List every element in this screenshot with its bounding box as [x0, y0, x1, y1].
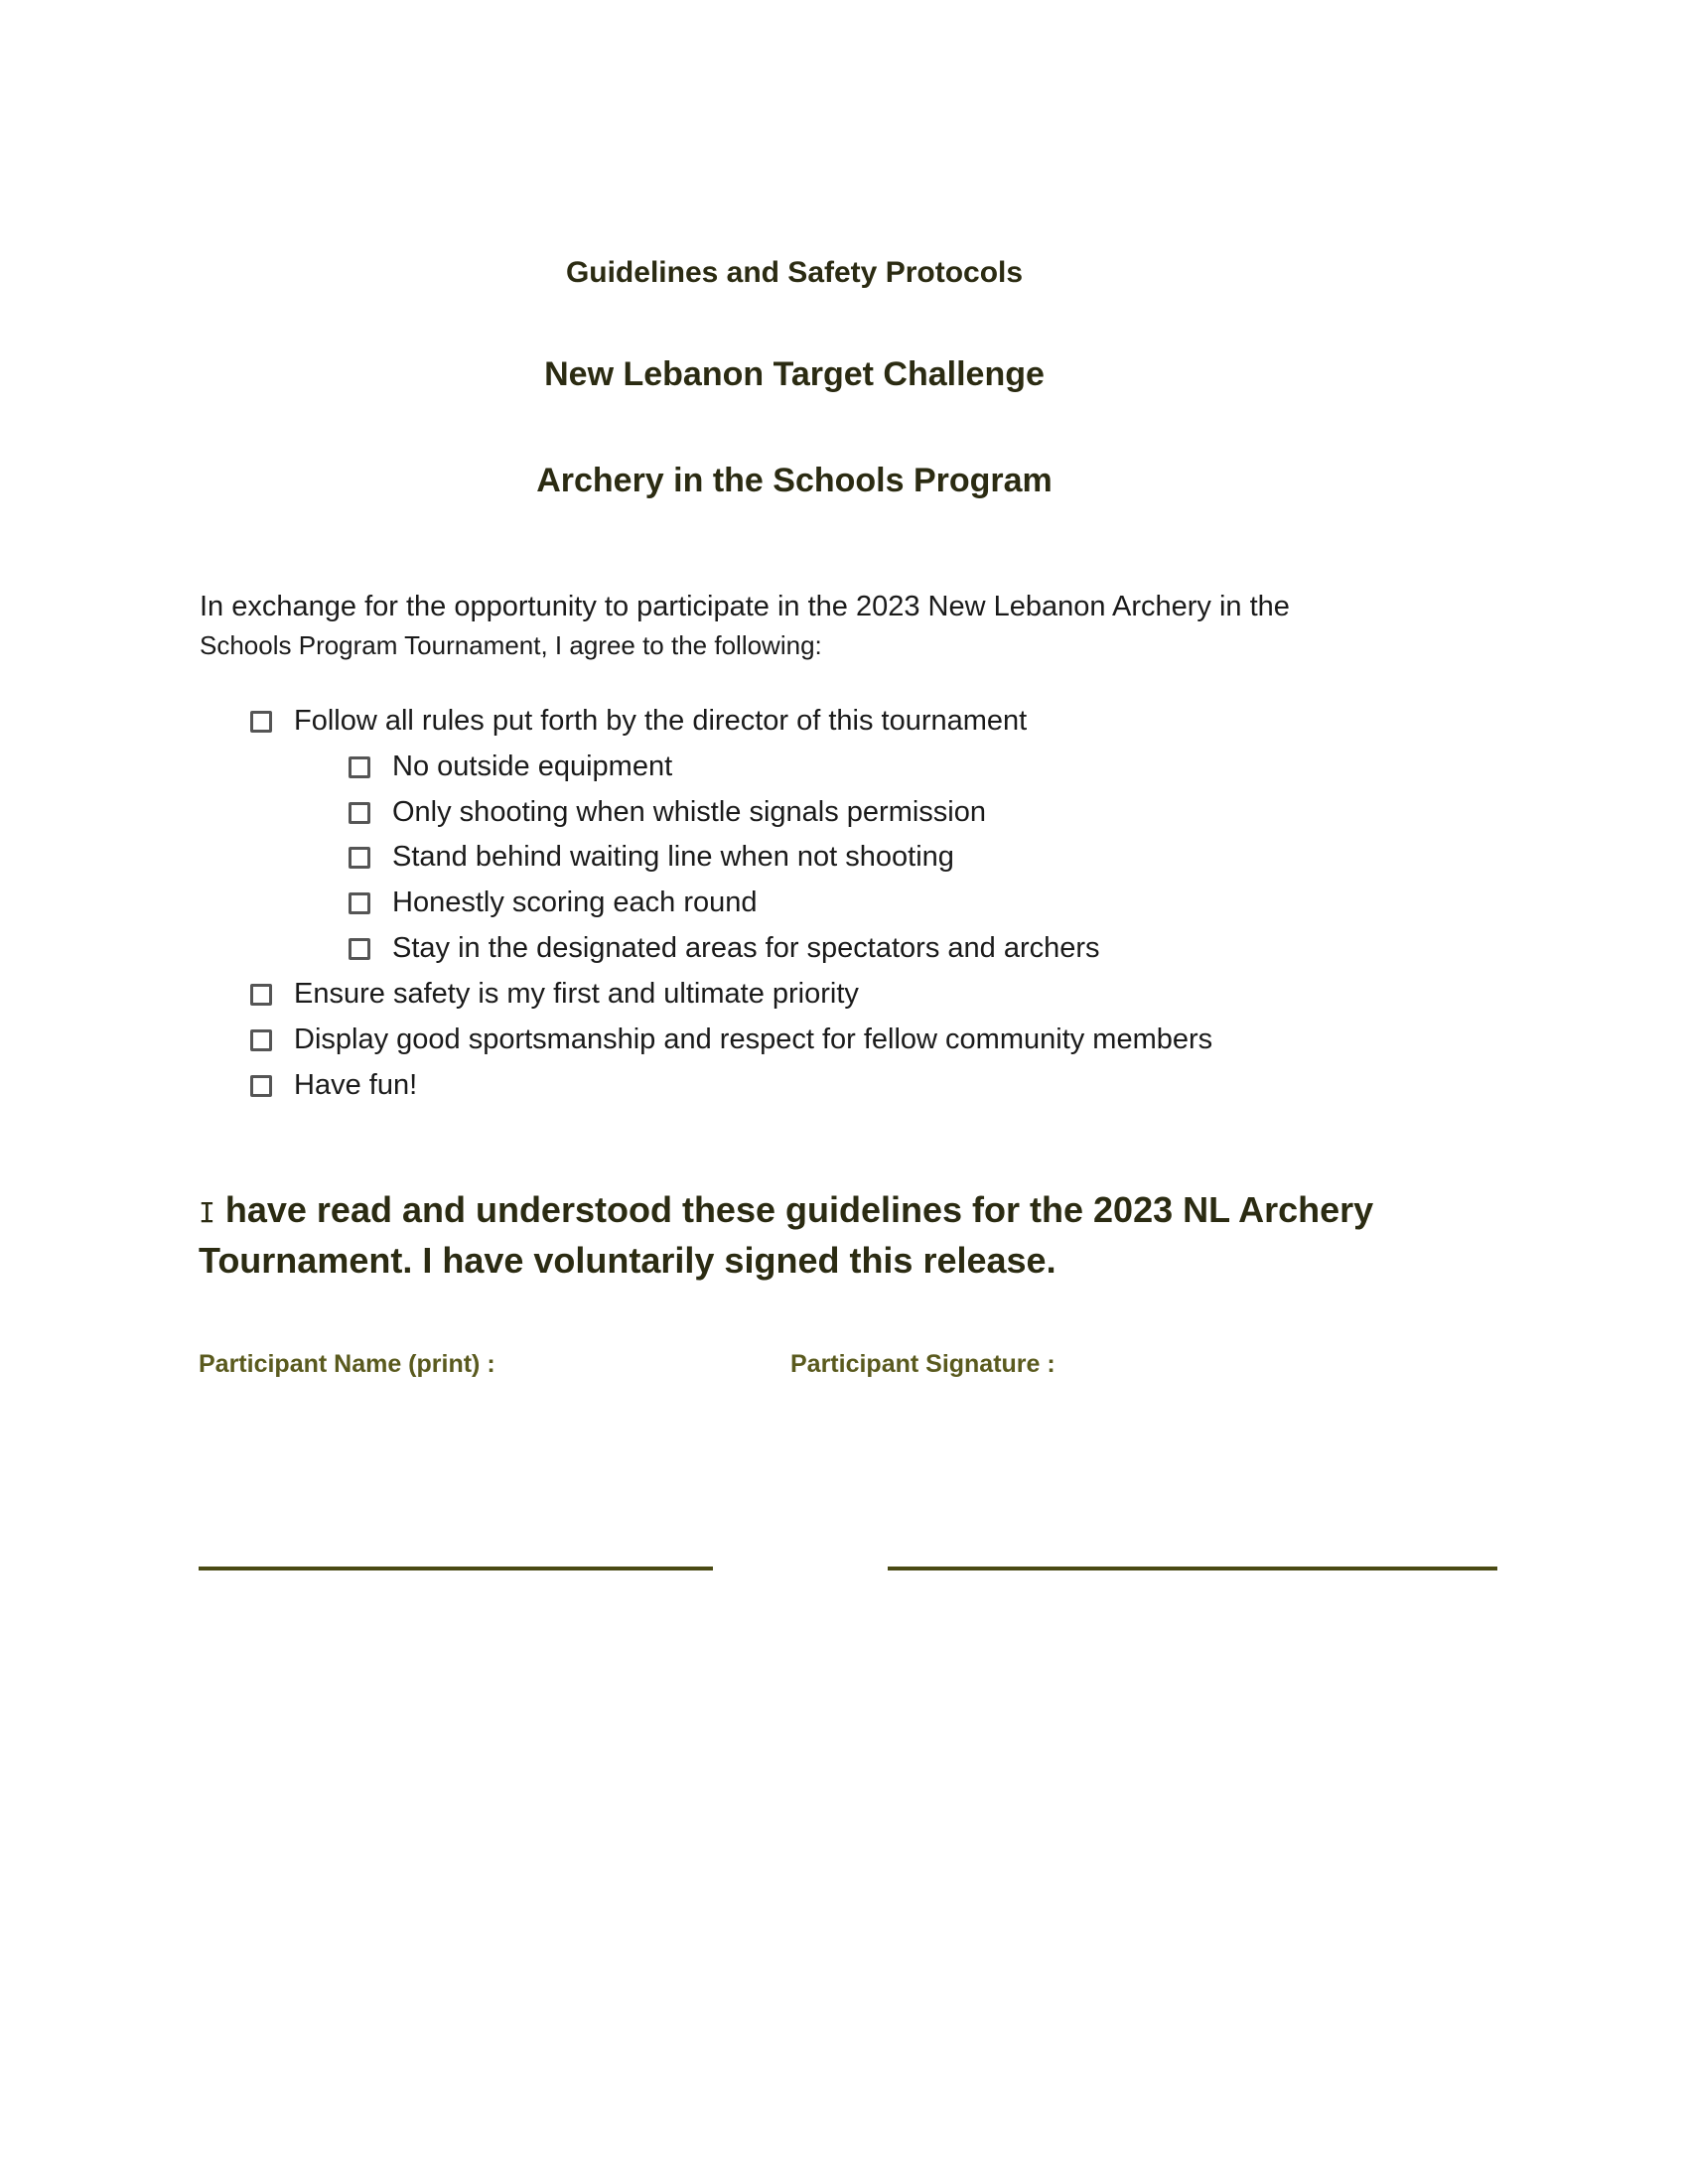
- checkbox[interactable]: [349, 938, 370, 960]
- checklist-item-label: No outside equipment: [392, 751, 673, 782]
- checklist-item-label: Follow all rules put forth by the director of this tournament: [294, 705, 1028, 737]
- intro-line-1: In exchange for the opportunity to participate in the 2023 New Lebanon Archery in the: [200, 591, 1290, 622]
- checklist-item-sportsmanship[interactable]: [250, 1024, 1212, 1056]
- heading-challenge: New Lebanon Target Challenge: [544, 355, 1045, 393]
- checklist-item-have-fun[interactable]: [250, 1069, 417, 1102]
- acknowledgement-line-2: Tournament. I have voluntarily signed this release.: [199, 1240, 1056, 1281]
- acknowledgement-statement: [199, 1186, 1440, 1285]
- checkbox[interactable]: [250, 984, 272, 1006]
- checklist-item-label: Stay in the designated areas for spectators and archers: [392, 932, 1100, 964]
- checkbox[interactable]: [349, 802, 370, 824]
- intro-line-2: Schools Program Tournament, I agree to the following:: [200, 630, 822, 660]
- participant-signature-line[interactable]: [888, 1567, 1497, 1570]
- checklist-item-label: Only shooting when whistle signals permission: [392, 796, 987, 828]
- checklist-item-label: Stand behind waiting line when not shooting: [392, 841, 954, 873]
- checkbox[interactable]: [349, 847, 370, 869]
- checkbox[interactable]: [349, 756, 370, 778]
- heading-guidelines: Guidelines and Safety Protocols: [565, 256, 1024, 289]
- checkbox[interactable]: [250, 1029, 272, 1051]
- checkbox[interactable]: [349, 892, 370, 914]
- checklist-item-whistle[interactable]: [349, 796, 986, 829]
- intro-paragraph: [200, 588, 1391, 665]
- heading-program: Archery in the Schools Program: [536, 462, 1053, 499]
- checkbox[interactable]: [250, 711, 272, 733]
- participant-name-label: Participant Name (print) :: [199, 1350, 495, 1378]
- checklist-item-label: Ensure safety is my first and ultimate priority: [294, 978, 859, 1010]
- participant-name-line[interactable]: [199, 1567, 713, 1570]
- checklist-item-follow-rules[interactable]: [250, 705, 1027, 738]
- checklist-item-scoring[interactable]: [349, 887, 758, 919]
- checklist-item-label: Have fun!: [294, 1069, 418, 1101]
- checklist-item-waiting-line[interactable]: [349, 841, 954, 874]
- checklist-item-label: Honestly scoring each round: [392, 887, 758, 918]
- acknowledgement-line-1: have read and understood these guidelines for the 2023 NL Archery: [224, 1189, 1374, 1230]
- participant-signature-label: Participant Signature :: [790, 1350, 1055, 1378]
- checklist-item-designated-areas[interactable]: [349, 932, 1100, 965]
- checkbox[interactable]: [250, 1075, 272, 1097]
- checklist-item-no-outside-equipment[interactable]: [349, 751, 672, 783]
- checklist-item-label: Display good sportsmanship and respect for fellow community members: [294, 1024, 1213, 1055]
- acknowledgement-pronoun: I: [199, 1196, 215, 1229]
- checklist-item-safety[interactable]: [250, 978, 859, 1011]
